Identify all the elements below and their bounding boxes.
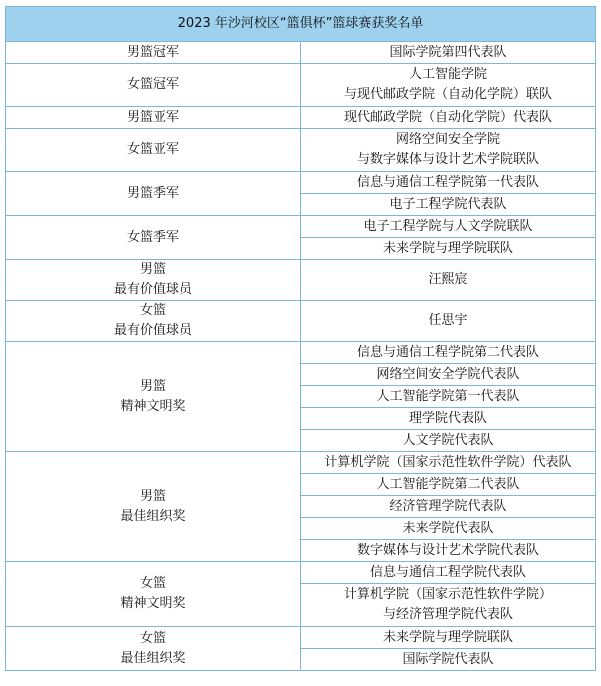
winner-text: 人工智能学院 <box>408 67 487 82</box>
winner-text: 国际学院代表队 <box>402 651 494 667</box>
winner-text: 汪熙宸 <box>428 272 468 287</box>
award-category-text: 男篮亚军 <box>126 109 179 125</box>
award-category <box>6 301 301 342</box>
award-category-text: 最佳组织奖 <box>120 508 186 524</box>
winner-text: 与数字媒体与设计艺术学院联队 <box>356 152 539 167</box>
winner-text: 信息与通信工程学院第一代表队 <box>356 174 539 190</box>
winner-cell <box>301 260 596 301</box>
winner-cell <box>301 107 596 129</box>
award-category-text: 男篮 <box>139 378 166 394</box>
award-category <box>6 64 301 107</box>
winner-cell <box>301 584 596 627</box>
winner-text: 理学院代表队 <box>408 410 487 426</box>
award-category <box>6 452 301 562</box>
winner-text: 未来学院与理学院联队 <box>382 240 513 256</box>
awards-table <box>5 6 596 671</box>
winner-text: 电子工程学院与人文学院联队 <box>363 218 533 234</box>
winner-cell <box>301 518 596 540</box>
winner-text: 人工智能学院第二代表队 <box>376 476 520 492</box>
award-category-text: 男篮 <box>139 262 166 277</box>
winner-cell <box>301 408 596 430</box>
awards-body <box>6 42 596 671</box>
winner-text: 未来学院代表队 <box>402 520 494 536</box>
winner-cell <box>301 649 596 671</box>
award-category <box>6 42 301 64</box>
winner-cell <box>301 301 596 342</box>
winner-cell <box>301 42 596 64</box>
winner-cell <box>301 172 596 194</box>
winner-text: 国际学院第四代表队 <box>389 44 507 60</box>
winner-text: 电子工程学院代表队 <box>389 196 507 212</box>
winner-cell <box>301 430 596 452</box>
award-category-text: 男篮冠军 <box>126 44 179 60</box>
table-title: 2023 年沙河校区“篮俱杯”篮球赛获奖名单 <box>6 7 596 42</box>
winner-cell <box>301 627 596 649</box>
winner-text: 任思宇 <box>428 313 468 328</box>
table-row <box>6 129 596 172</box>
table-row <box>6 562 596 584</box>
winner-cell <box>301 342 596 364</box>
award-category-text: 精神文明奖 <box>120 596 186 611</box>
winner-cell <box>301 496 596 518</box>
award-category-text: 男篮 <box>139 488 166 504</box>
winner-text: 信息与通信工程学院第二代表队 <box>356 344 539 360</box>
winner-text: 与经济管理学院代表队 <box>382 607 513 622</box>
award-category-text: 男篮季军 <box>126 185 179 201</box>
award-category <box>6 107 301 129</box>
winner-text: 数字媒体与设计艺术学院代表队 <box>356 542 539 558</box>
table-row <box>6 342 596 364</box>
winner-cell <box>301 129 596 172</box>
award-category-text: 女篮亚军 <box>126 142 179 157</box>
award-category-text: 女篮 <box>139 630 166 646</box>
award-category-text: 最有价值球员 <box>113 323 192 338</box>
table-row <box>6 260 596 301</box>
table-row <box>6 452 596 474</box>
winner-text: 人工智能学院第一代表队 <box>376 388 520 404</box>
award-category <box>6 342 301 452</box>
winner-cell <box>301 386 596 408</box>
winner-cell <box>301 474 596 496</box>
winner-cell <box>301 452 596 474</box>
winner-text: 信息与通信工程学院代表队 <box>369 564 526 580</box>
award-category-text: 精神文明奖 <box>120 398 186 414</box>
award-category <box>6 172 301 216</box>
award-category <box>6 129 301 172</box>
winner-text: 未来学院与理学院联队 <box>382 629 513 645</box>
award-category-text: 女篮季军 <box>126 229 179 245</box>
winner-text: 网络空间安全学院 <box>395 132 500 147</box>
winner-text: 网络空间安全学院代表队 <box>376 366 520 382</box>
table-row <box>6 172 596 194</box>
table-row <box>6 216 596 238</box>
winner-cell <box>301 364 596 386</box>
winner-text: 经济管理学院代表队 <box>389 498 507 514</box>
winner-text: 计算机学院（国家示范性软件学院）代表队 <box>324 454 572 470</box>
winner-cell <box>301 216 596 238</box>
award-category <box>6 216 301 260</box>
award-category-text: 最有价值球员 <box>113 282 192 297</box>
award-category-text: 女篮 <box>139 303 166 318</box>
table-row <box>6 107 596 129</box>
award-category-text: 女篮 <box>139 576 166 591</box>
award-category-text: 女篮冠军 <box>126 77 179 92</box>
winner-cell <box>301 562 596 584</box>
award-category <box>6 260 301 301</box>
award-category <box>6 627 301 671</box>
award-category <box>6 562 301 627</box>
winner-text: 计算机学院（国家示范性软件学院） <box>343 587 552 602</box>
winner-cell <box>301 540 596 562</box>
table-row <box>6 42 596 64</box>
winner-cell <box>301 194 596 216</box>
winner-text: 现代邮政学院（自动化学院）代表队 <box>343 109 552 125</box>
award-category-text: 最佳组织奖 <box>120 650 186 666</box>
table-row <box>6 627 596 649</box>
winner-text: 与现代邮政学院（自动化学院）联队 <box>343 87 552 102</box>
winner-text: 人文学院代表队 <box>402 432 494 448</box>
table-row <box>6 301 596 342</box>
winner-cell <box>301 64 596 107</box>
table-row <box>6 64 596 107</box>
winner-cell <box>301 238 596 260</box>
